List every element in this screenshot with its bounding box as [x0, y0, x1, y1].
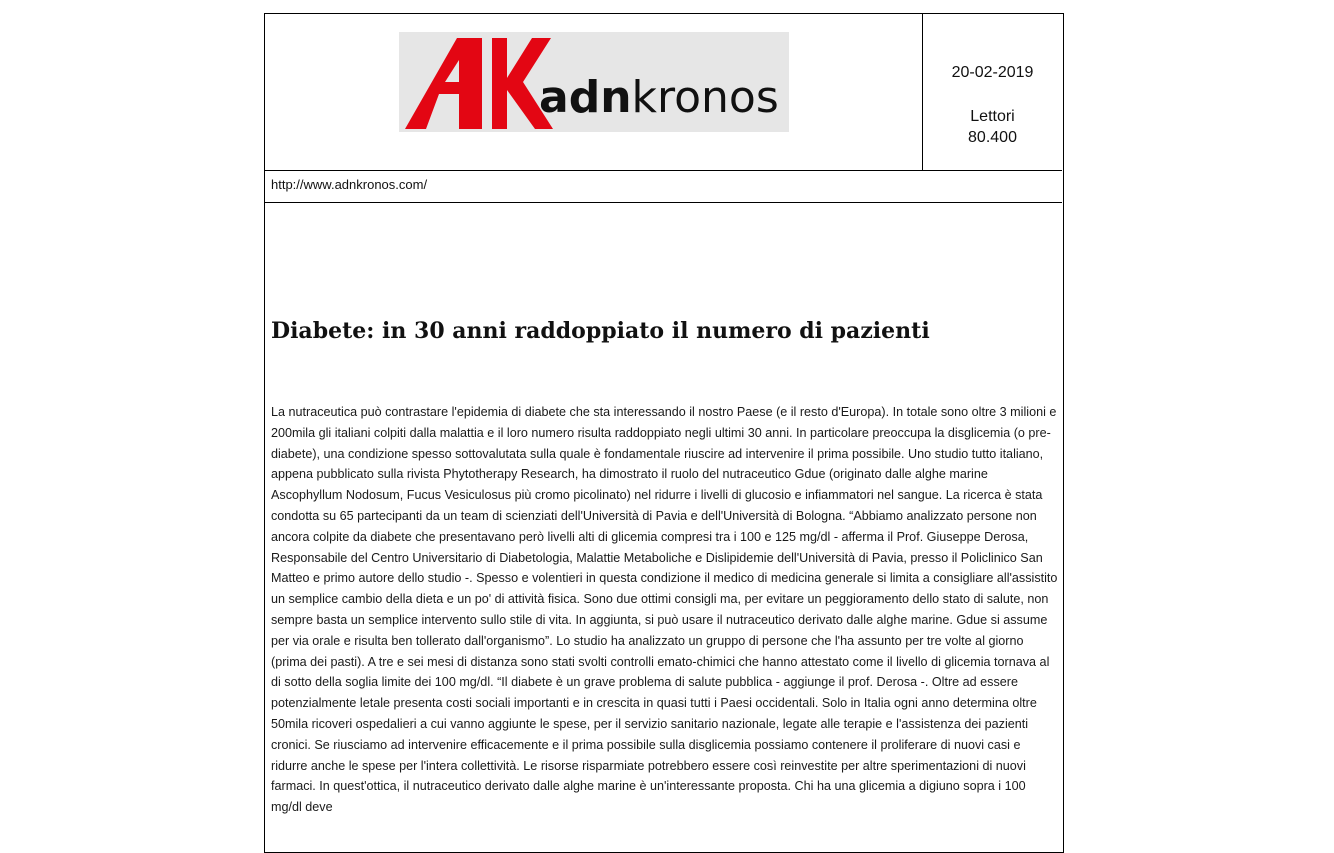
- article-title: Diabete: in 30 anni raddoppiato il numero di pazienti: [271, 318, 930, 344]
- readers-count: 80.400: [968, 129, 1017, 146]
- logo-wordmark: adnkronos: [539, 72, 779, 123]
- adnkronos-logo: [399, 32, 789, 132]
- meta-cell: [922, 14, 1062, 170]
- source-url[interactable]: http://www.adnkronos.com/: [271, 177, 428, 192]
- article-body: La nutraceutica può contrastare l'epidemia di diabete che sta interessando il nostro Paese (e il resto d'Europa). In totale sono oltre 3 milioni e 200mila gli italiani colpiti dalla malattia e il loro numero risulta raddoppiato negli ultimi 30 anni. In particolare preoccupa la disglicemia (o pre-diabete), una condizione spesso sottovalutata sulla quale è fondamentale riuscire ad intervenire il prima possibile. Uno studio tutto italiano, appena pubblicato sulla rivista Phytotherapy Research, ha dimostrato il ruolo del nutraceutico Gdue (originato dalle alghe marine Ascophyllum Nodosum, Fucus Vesiculosus più cromo picolinato) nel ridurre i livelli di glucosio e infiammatori nel sangue. La ricerca è stata condotta su 65 partecipanti da un team di scienziati dell'Università di Pavia e dell'Università di Bologna. “Abbiamo analizzato persone non ancora colpite da diabete che presentavano però livelli alti di glicemia compresi tra i 100 e 125 mg/dl - afferma il Prof. Giuseppe Derosa, Responsabile del Centro Universitario di Diabetologia, Malattie Metaboliche e Dislipidemie dell'Università di Pavia, presso il Policlinico San Matteo e primo autore dello studio -. Spesso e volentieri in questa condizione il medico di medicina generale si limita a consigliare all'assistito un semplice cambio della dieta e un po' di attività fisica. Sono due ottimi consigli ma, per evitare un peggioramento dello stato di salute, non sempre basta un semplice intervento sullo stile di vita. In aggiunta, si può usare il nutraceutico derivato dalle alghe marine. Gdue si assume per via orale e risulta ben tollerato dall'organismo”. Lo studio ha analizzato un gruppo di persone che l'ha assunto per tre volte al giorno (prima dei pasti). A tre e sei mesi di distanza sono stati svolti controlli emato-chimici che hanno attestato come il livello di glicemia tornava al di sotto della soglia limite dei 100 mg/dl. “Il diabete è un grave problema di salute pubblica - aggiunge il prof. Derosa -. Oltre ad essere potenzialmente letale presenta costi sociali importanti e in crescita in quasi tutti i Paesi occidentali. Solo in Italia ogni anno determina oltre 50mila ricoveri ospedalieri a cui vanno aggiunte le spese, per il servizio sanitario nazionale, legate alle terapie e l'assistenza dei pazienti cronici. Se riusciamo ad intervenire efficacemente e il prima possibile sulla disglicemia possiamo contenere il proliferare di nuovi casi e ridurre anche le spese per l'intera collettività. Le risorse risparmiate potrebbero essere così reinvestite per altre sperimentazioni di nuovi farmaci. In quest'ottica, il nutraceutico derivato dalle alghe marine è un'interessante proposta. Chi ha una glicemia a digiuno sopra i 100 mg/dl deve: [271, 405, 1058, 815]
- source-url-row: [265, 170, 1062, 203]
- clipping-header: [265, 14, 1062, 171]
- clipping-frame: [264, 13, 1064, 853]
- readers-label: Lettori: [970, 108, 1015, 125]
- publication-date: 20-02-2019: [951, 64, 1034, 81]
